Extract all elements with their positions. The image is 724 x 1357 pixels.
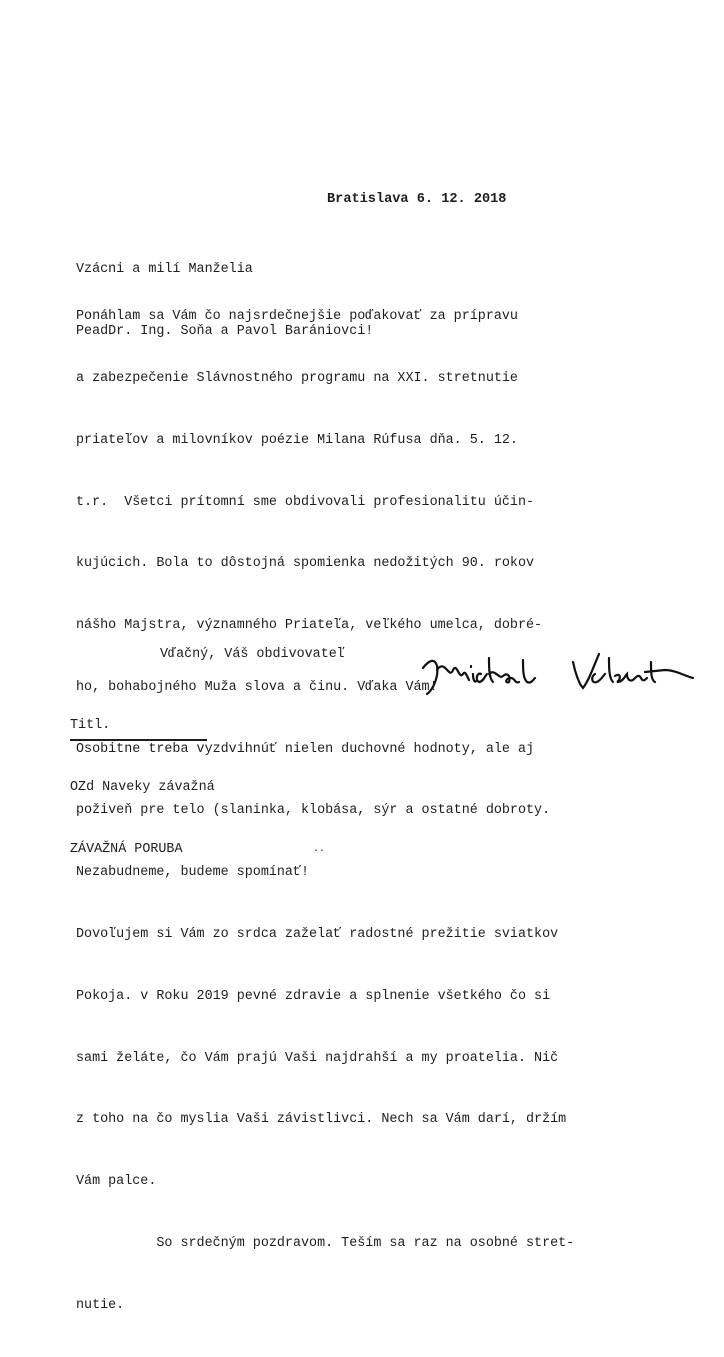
body-line: poživeň pre telo (slaninka, klobása, sýr a ostatné dobroty.: [76, 803, 551, 819]
body-line: Dovoľujem si Vám zo srdca zaželať radostné prežitie sviatkov: [76, 927, 559, 942]
body-line: Pokoja. v Roku 2019 pevné zdravie a splnenie všetkého čo si: [76, 988, 551, 1004]
body-line: ho, bohabojného Muža slova a činu. Vďaka Vám!: [76, 679, 438, 695]
sender-underline: [70, 739, 207, 741]
sender-block: [70, 675, 215, 902]
body-line: Vám palce.: [76, 1174, 157, 1190]
body-line: t.r. Všetci prítomní sme obdivovali profesionalitu účin-: [76, 494, 535, 510]
body-line: priateľov a milovníkov poézie Milana Rúfusa dňa. 5. 12.: [76, 432, 518, 448]
salutation-line: PeadDr. Ing. Soňa a Pavol Barániovci!: [76, 323, 374, 339]
sender-line: ZÁVAŽNÁ PORUBA: [70, 841, 183, 857]
body-line: nášho Majstra, významného Priateľa, veľkého umelca, dobré-: [76, 618, 543, 634]
body-line: a zabezpečenie Slávnostného programu na XXI. stretnutie: [76, 370, 518, 386]
sender-line: OZd Naveky závažná: [70, 779, 215, 795]
body-line: So srdečným pozdravom. Teším sa raz na osobné stret-: [76, 1235, 575, 1251]
body-line: Osobitne treba vyzdvihnúť nielen duchovné hodnoty, ale aj: [76, 741, 535, 757]
signature: [415, 640, 695, 710]
body-line: Ponáhlam sa Vám čo najsrdečnejšie poďakovať za prípravu: [76, 309, 518, 325]
sender-line: Titl.: [70, 718, 111, 734]
salutation-line: Vzácni a milí Manželia: [76, 262, 253, 278]
body-line: nutie.: [76, 1297, 125, 1313]
body-line: kujúcich. Bola to dôstojná spomienka nedožitých 90. rokov: [76, 556, 535, 572]
body-line: sami želáte, čo Vám prajú Vaši najdrahší a my proatelia. Nič: [76, 1050, 559, 1066]
date-line: Bratislava 6. 12. 2018: [327, 192, 507, 207]
footer-marks: ..: [313, 844, 326, 855]
body-line: Nezabudneme, budeme spomínať!: [76, 865, 310, 881]
closing: Vďačný, Váš obdivovateľ: [160, 647, 345, 662]
body-line: z toho na čo myslia Vaši závistlivci. Nech sa Vám darí, držím: [76, 1112, 567, 1128]
